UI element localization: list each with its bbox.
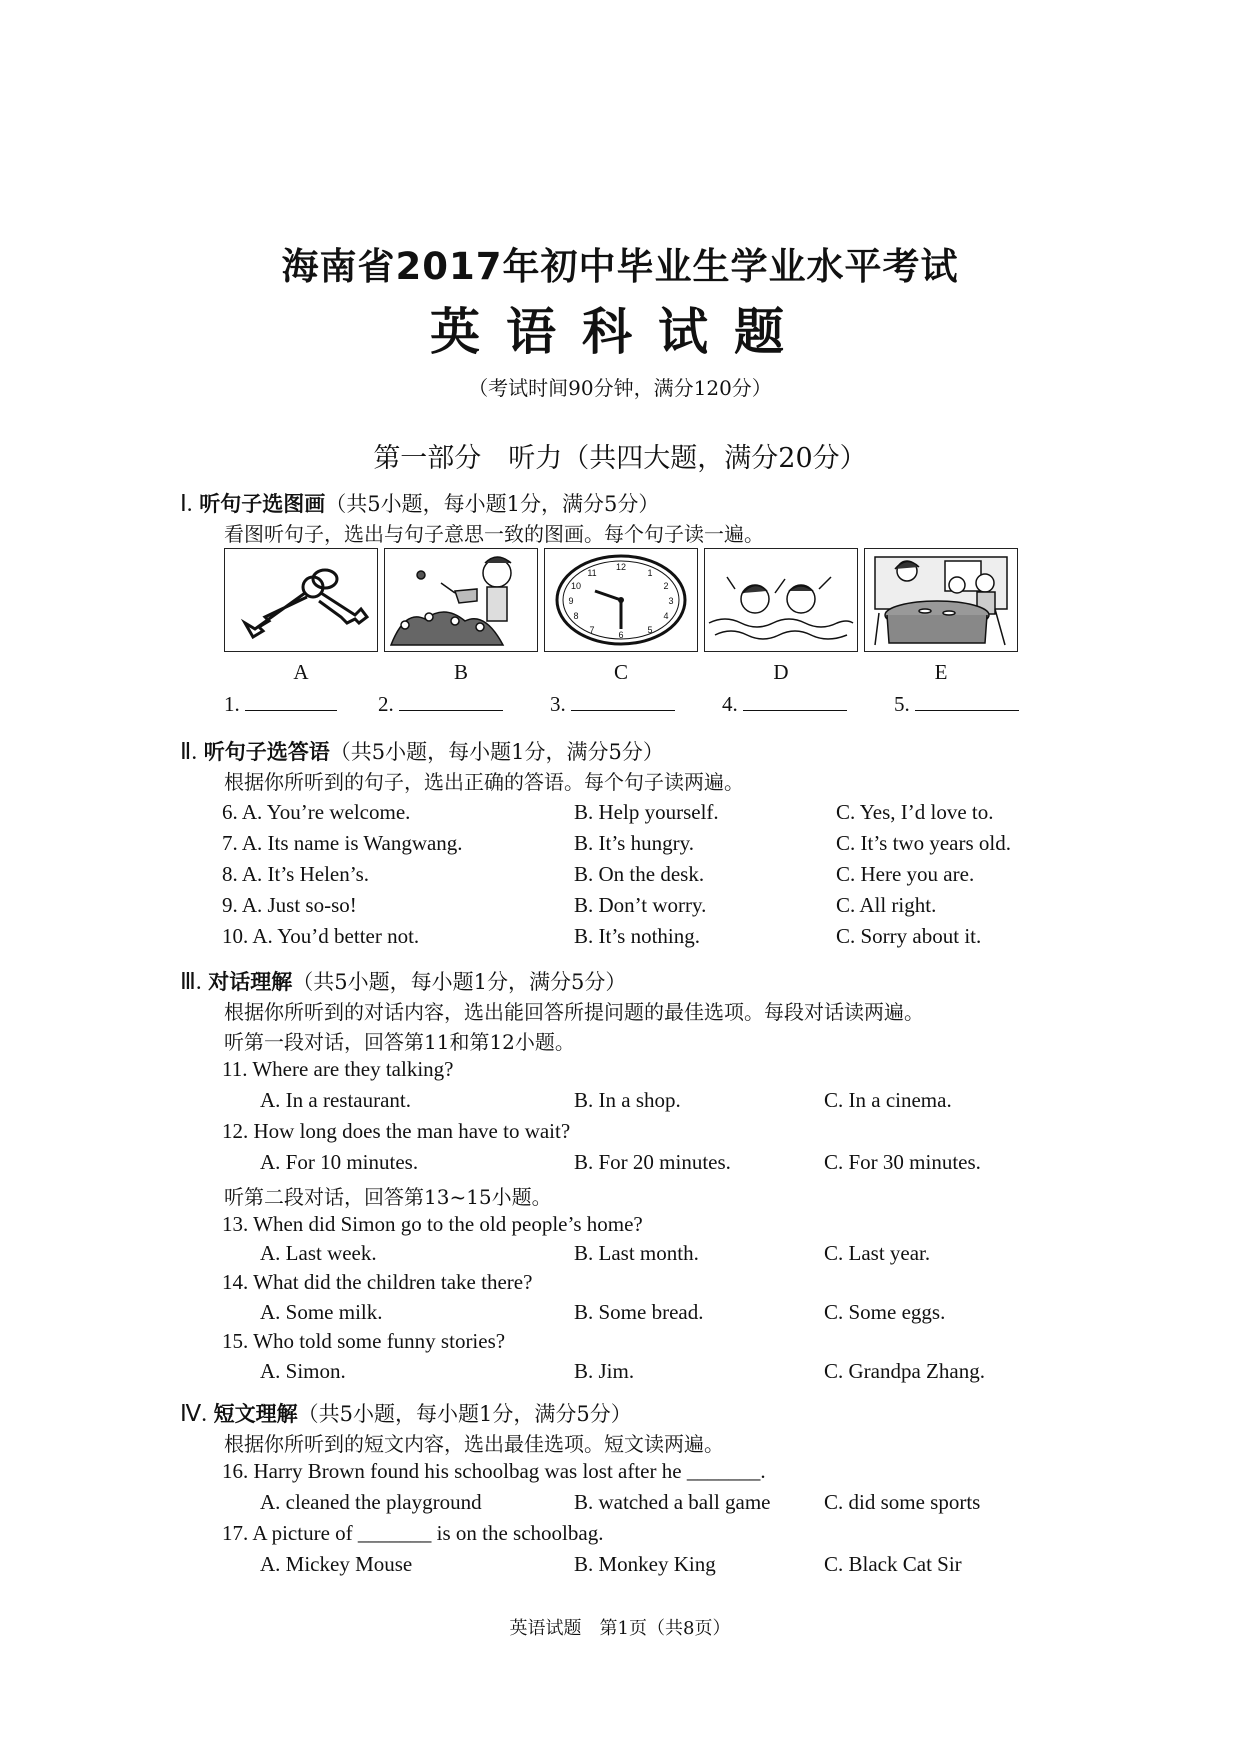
q12-option-a: A. For 10 minutes. [260,1150,419,1174]
q11-option-c: C. In a cinema. [824,1088,952,1112]
section-4-number: Ⅳ. [180,1401,207,1426]
section-3-score: （共5小题，每小题1分，满分5分） [292,970,627,994]
q9-option-c: C. All right. [836,893,937,917]
q17-question: 17. A picture of _______ is on the schoolbag. [222,1521,604,1545]
part-one-title: 第一部分 听力（共四大题，满分20分） [373,443,867,474]
q15-question: 15. Who told some funny stories? [222,1329,506,1353]
picture-d-label: D [773,660,789,684]
blank-line [399,692,503,711]
q6-option-c: C. Yes, I’d love to. [836,800,994,824]
section-3-instruction: 根据你所听到的对话内容，选出能回答所提问题的最佳选项。每段对话读两遍。 [224,1000,924,1024]
q15-option-c: C. Grandpa Zhang. [824,1359,985,1383]
dialog-1-note: 听第一段对话，回答第11和第12小题。 [224,1030,575,1054]
q13-option-b: B. Last month. [574,1241,699,1265]
q14-option-b: B. Some bread. [574,1300,704,1324]
section-3-name: 对话理解 [208,970,293,994]
section-1-name: 听句子选图画 [199,492,326,516]
q14-option-a: A. Some milk. [260,1300,383,1324]
section-1-score: （共5小题，每小题1分，满分5分） [325,492,660,516]
picture-c-label: C [613,660,628,684]
q7-option-b: B. It’s hungry. [574,831,694,855]
picture-d-swimming [704,548,858,652]
section-1-number: Ⅰ. [180,491,193,516]
picture-c-clock [544,548,698,652]
picture-a-label: A [293,660,309,684]
q16-option-c: C. did some sports [824,1490,981,1514]
svg-text:6: 6 [618,630,624,640]
blank-line [743,692,847,711]
q16-option-a: A. cleaned the playground [260,1490,482,1514]
blank-line [915,692,1019,711]
q15-option-a: A. Simon. [260,1359,346,1383]
q8-option-c: C. Here you are. [836,862,975,886]
answer-blank-3: 3. [550,692,675,717]
q16-option-b: B. watched a ball game [574,1490,771,1514]
section-1-heading [180,488,659,518]
section-4-score: （共5小题，每小题1分，满分5分） [297,1402,632,1426]
clock-icon [545,549,697,651]
svg-text:9: 9 [568,596,574,606]
q10-option-b: B. It’s nothing. [574,924,701,948]
q7-option-c: C. It’s two years old. [836,831,1011,855]
section-2-score: （共5小题，每小题1分，满分5分） [329,740,664,764]
picture-b-label: B [453,660,468,684]
section-3-number: Ⅲ. [180,969,202,994]
svg-text:7: 7 [589,625,595,635]
subject-title: 英语科试题 [430,302,810,361]
q14-option-c: C. Some eggs. [824,1300,946,1324]
q10-option-a: 10. A. You’d better not. [222,924,420,948]
q13-question: 13. When did Simon go to the old people’s home? [222,1212,643,1236]
q11-option-a: A. In a restaurant. [260,1088,412,1112]
q6-option-b: B. Help yourself. [574,800,719,824]
q17-option-a: A. Mickey Mouse [260,1552,413,1576]
q13-option-c: C. Last year. [824,1241,931,1265]
svg-text:5: 5 [647,625,653,635]
picture-a-keys [224,548,378,652]
exam-time-note: （考试时间90分钟，满分120分） [468,376,772,400]
q9-option-b: B. Don’t worry. [574,893,707,917]
section-4-name: 短文理解 [213,1402,298,1426]
q7-option-a: 7. A. Its name is Wangwang. [222,831,463,855]
answer-blank-2: 2. [378,692,503,717]
svg-text:2: 2 [663,581,669,591]
q11-option-b: B. In a shop. [574,1088,681,1112]
answer-blank-1: 1. [224,692,337,717]
q12-option-b: B. For 20 minutes. [574,1150,731,1174]
q12-option-c: C. For 30 minutes. [824,1150,981,1174]
section-2-number: Ⅱ. [180,739,198,764]
family-dinner-table-icon [865,549,1017,651]
svg-text:3: 3 [668,596,674,606]
section-2-heading [180,736,664,766]
q10-option-c: C. Sorry about it. [836,924,982,948]
q6-option-a: 6. A. You’re welcome. [222,800,411,824]
answer-blank-5: 5. [894,692,1019,717]
keys-icon [225,549,377,651]
blank-line [571,692,675,711]
q11-question: 11. Where are they talking? [222,1057,454,1081]
q17-option-b: B. Monkey King [574,1552,716,1576]
children-swimming-icon [705,549,857,651]
picture-e-dinner [864,548,1018,652]
exam-title: 海南省2017年初中毕业生学业水平考试 [281,245,959,288]
svg-text:11: 11 [587,568,597,578]
dialog-2-note: 听第二段对话，回答第13~15小题。 [224,1185,552,1209]
q15-option-b: B. Jim. [574,1359,635,1383]
picture-b-girl-flowers [384,548,538,652]
q8-option-a: 8. A. It’s Helen’s. [222,862,369,886]
svg-text:1: 1 [647,568,653,578]
section-1-instruction: 看图听句子，选出与句子意思一致的图画。每个句子读一遍。 [224,522,764,546]
section-2-instruction: 根据你所听到的句子，选出正确的答语。每个句子读两遍。 [224,770,744,794]
section-3-heading [180,966,626,996]
q12-question: 12. How long does the man have to wait? [222,1119,571,1143]
svg-text:4: 4 [663,611,669,621]
svg-text:12: 12 [615,562,627,572]
section-4-instruction: 根据你所听到的短文内容，选出最佳选项。短文读两遍。 [224,1432,724,1456]
q14-question: 14. What did the children take there? [222,1270,533,1294]
section-4-heading [180,1398,632,1428]
q16-question: 16. Harry Brown found his schoolbag was lost after he _______. [222,1459,766,1483]
section-2-name: 听句子选答语 [203,740,330,764]
q9-option-a: 9. A. Just so-so! [222,893,357,917]
girl-watering-flowers-icon [385,549,537,651]
blank-line [245,692,337,711]
svg-text:10: 10 [570,581,582,591]
answer-blank-4: 4. [722,692,847,717]
q17-option-c: C. Black Cat Sir [824,1552,962,1576]
picture-e-label: E [934,660,948,684]
q8-option-b: B. On the desk. [574,862,705,886]
q13-option-a: A. Last week. [260,1241,377,1265]
svg-text:8: 8 [573,611,579,621]
page-footer: 英语试题 第1页（共8页） [509,1618,731,1639]
